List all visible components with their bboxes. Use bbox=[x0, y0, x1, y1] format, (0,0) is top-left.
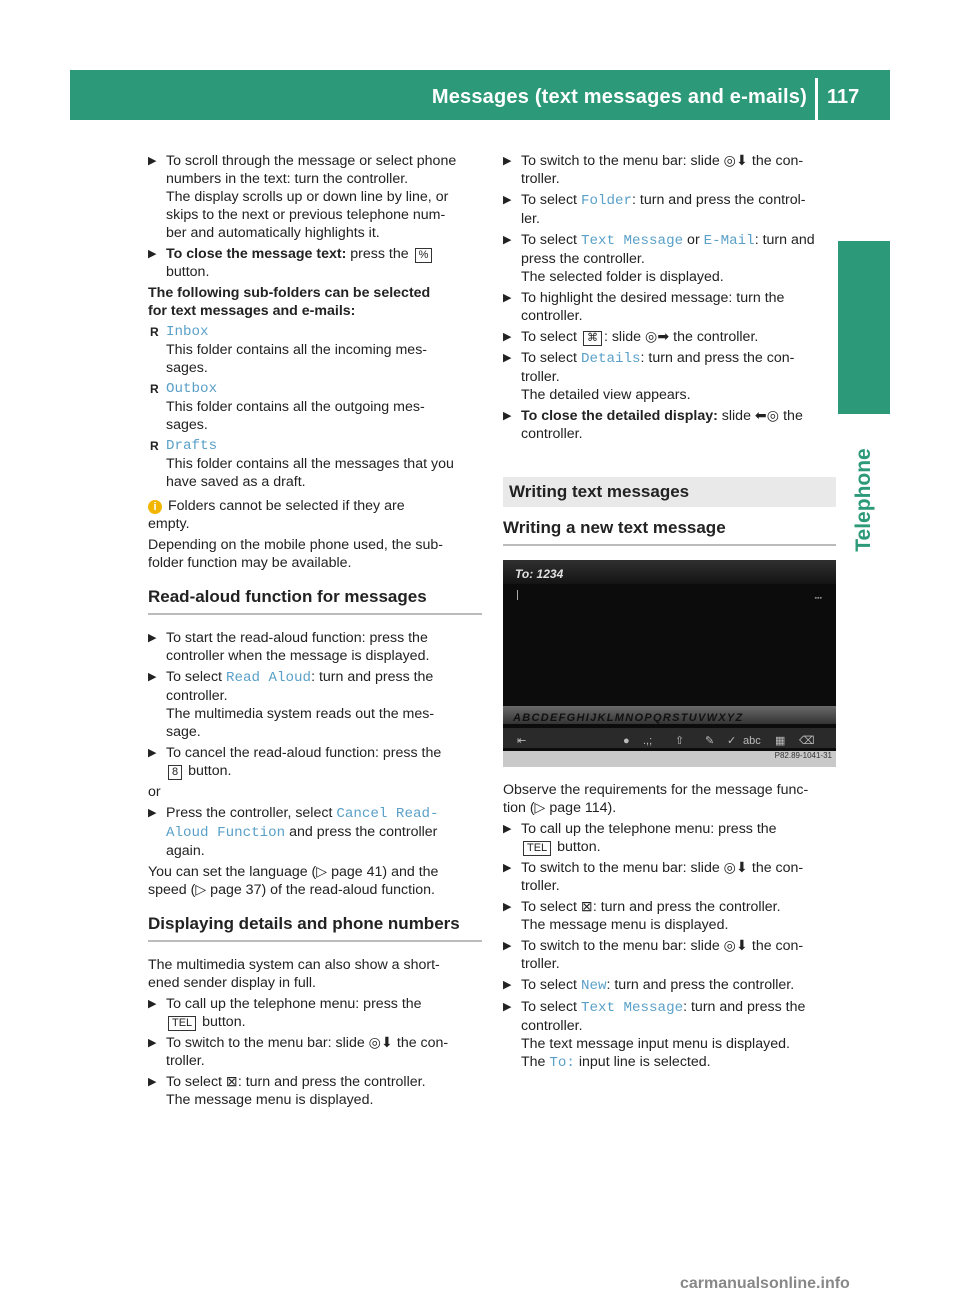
text-line: The message menu is displayed. bbox=[521, 917, 729, 933]
r-bullet-icon: R bbox=[150, 382, 159, 396]
text: To select bbox=[521, 232, 581, 248]
arrow-bullet-icon: ▶ bbox=[148, 747, 157, 759]
list-item bbox=[148, 629, 482, 665]
text: : turn and press the bbox=[683, 999, 806, 1015]
text-line: To select ⊠: turn and press the controller. bbox=[521, 899, 781, 915]
text-line: ler. bbox=[521, 211, 540, 227]
side-label-text: Telephone bbox=[852, 448, 875, 552]
text-line: The display scrolls up or down line by line, or bbox=[166, 189, 449, 205]
text-line: ened sender display in full. bbox=[148, 975, 316, 991]
arrow-bullet-icon: ▶ bbox=[148, 671, 157, 683]
arrow-bullet-icon: ▶ bbox=[148, 632, 157, 644]
info-icon: i bbox=[148, 500, 162, 514]
text-line: sage. bbox=[166, 724, 201, 740]
text-line: numbers in the text: turn the controller. bbox=[166, 171, 409, 187]
arrow-bullet-icon: ▶ bbox=[148, 248, 157, 260]
section-heading-writing: Writing text messages bbox=[503, 477, 836, 507]
text: To select bbox=[521, 350, 581, 366]
text-line: sages. bbox=[166, 417, 208, 433]
list-item bbox=[148, 1034, 482, 1070]
tel-button-icon: TEL bbox=[168, 1016, 196, 1031]
text-line: To scroll through the message or select phone bbox=[166, 153, 457, 169]
back-icon: ⇤ bbox=[517, 735, 527, 747]
heading-details: Displaying details and phone numbers bbox=[148, 915, 482, 942]
drafts-label: Drafts bbox=[166, 438, 218, 454]
text: button. bbox=[557, 839, 601, 855]
text: press the bbox=[346, 246, 409, 262]
text-line: controller. bbox=[166, 688, 228, 704]
text-line: To switch to the menu bar: slide ◎⬇ the con- bbox=[166, 1035, 449, 1051]
list-item bbox=[503, 859, 836, 895]
text-line: To highlight the desired message: turn the bbox=[521, 290, 785, 306]
text-line: Depending on the mobile phone used, the sub- bbox=[148, 537, 444, 553]
text-line: empty. bbox=[148, 516, 190, 532]
paragraph bbox=[503, 781, 836, 817]
text-line: controller. bbox=[521, 308, 583, 324]
list-item bbox=[503, 407, 836, 443]
info-note bbox=[148, 497, 482, 533]
menu-item-text-message: Text Message bbox=[580, 233, 684, 249]
paragraph bbox=[148, 956, 482, 992]
grid-icon: ▦ bbox=[775, 735, 786, 747]
heading-read-aloud: Read-aloud function for messages bbox=[148, 588, 482, 615]
tel-button-icon: TEL bbox=[523, 841, 551, 856]
arrow-bullet-icon: ▶ bbox=[503, 862, 512, 874]
bold-text: To close the detailed display: bbox=[521, 408, 718, 424]
list-item bbox=[503, 976, 836, 995]
text: : turn and press the bbox=[311, 669, 434, 685]
text-line: This folder contains all the outgoing mes- bbox=[166, 399, 425, 415]
r-bullet-icon: R bbox=[150, 325, 159, 339]
contact-detail-icon: ⌘ bbox=[583, 331, 602, 346]
text: : turn and press the con- bbox=[640, 350, 795, 366]
text-line: The multimedia system reads out the mes- bbox=[166, 706, 435, 722]
text-line: The detailed view appears. bbox=[521, 387, 691, 403]
list-item bbox=[503, 328, 836, 346]
text-line: The multimedia system can also show a short- bbox=[148, 957, 440, 973]
arrow-bullet-icon: ▶ bbox=[503, 292, 512, 304]
arrow-bullet-icon: ▶ bbox=[503, 194, 512, 206]
text-line: tion (▷ page 114). bbox=[503, 800, 617, 816]
text-line: ber and automatically highlights it. bbox=[166, 225, 380, 241]
list-item bbox=[148, 152, 482, 242]
text: To select bbox=[521, 999, 581, 1015]
abc-icon: abc bbox=[743, 735, 761, 747]
char-counter-indicator: ▪▪▪ bbox=[814, 595, 822, 602]
page-number: 117 bbox=[827, 86, 860, 108]
list-item bbox=[503, 152, 836, 188]
arrow-bullet-icon: ▶ bbox=[148, 1037, 157, 1049]
text-line: folder function may be available. bbox=[148, 555, 352, 571]
text-line: Observe the requirements for the message func- bbox=[503, 782, 809, 798]
folder-item-outbox bbox=[148, 380, 482, 434]
text-line: for text messages and e-mails: bbox=[148, 303, 356, 319]
menu-item-cancel: Cancel Read- bbox=[336, 806, 439, 822]
list-item bbox=[148, 668, 482, 741]
menu-item-folder: Folder bbox=[580, 193, 633, 209]
arrow-bullet-icon: ▶ bbox=[503, 823, 512, 835]
text: To select bbox=[521, 329, 581, 345]
back-button-icon: % bbox=[415, 248, 433, 263]
text-line: controller when the message is displayed. bbox=[166, 648, 430, 664]
arrow-bullet-icon: ▶ bbox=[503, 234, 512, 246]
folder-item-drafts bbox=[148, 437, 482, 491]
text: To select bbox=[521, 977, 581, 993]
heading-new-text-message: Writing a new text message bbox=[503, 519, 836, 546]
list-item bbox=[503, 349, 836, 404]
text: : turn and press the control- bbox=[632, 192, 806, 208]
text: To select bbox=[166, 669, 226, 685]
text: slide ⬅◎ the bbox=[717, 408, 803, 424]
list-item bbox=[148, 1073, 482, 1109]
list-item bbox=[503, 937, 836, 973]
check-icon: ✓ bbox=[727, 735, 737, 747]
pen-icon: ✎ bbox=[705, 735, 715, 747]
text-line: press the controller. bbox=[521, 251, 645, 267]
to-field-label: To: bbox=[549, 1055, 575, 1071]
arrow-bullet-icon: ▶ bbox=[503, 940, 512, 952]
list-item bbox=[503, 998, 836, 1072]
toolbar bbox=[503, 728, 836, 748]
menu-item-details: Details bbox=[580, 351, 641, 367]
arrow-bullet-icon: ▶ bbox=[148, 807, 157, 819]
text-line: To cancel the read-aloud function: press the bbox=[166, 745, 442, 761]
text: and press the controller bbox=[285, 824, 438, 840]
keyboard-letters: ABCDEFGHIJKLMNOPQRSTUVWXYZ bbox=[513, 712, 744, 724]
arrow-bullet-icon: ▶ bbox=[503, 901, 512, 913]
arrow-bullet-icon: ▶ bbox=[503, 410, 512, 422]
right-column bbox=[503, 152, 836, 1075]
text-line: The selected folder is displayed. bbox=[521, 269, 724, 285]
outbox-label: Outbox bbox=[166, 381, 218, 397]
punctuation-icon: .,; bbox=[643, 735, 653, 747]
folder-item-inbox bbox=[148, 323, 482, 377]
text: Folders cannot be selected if they are bbox=[168, 498, 405, 514]
arrow-bullet-icon: ▶ bbox=[148, 1076, 157, 1088]
text-line: troller. bbox=[521, 878, 560, 894]
menu-item-text-message: Text Message bbox=[580, 1000, 684, 1016]
arrow-bullet-icon: ▶ bbox=[503, 331, 512, 343]
text-line: To call up the telephone menu: press the bbox=[521, 821, 777, 837]
text-line: To switch to the menu bar: slide ◎⬇ the con- bbox=[521, 860, 804, 876]
header-title: Messages (text messages and e-mails) bbox=[431, 86, 807, 108]
left-column bbox=[148, 152, 482, 1112]
text-line: sages. bbox=[166, 360, 208, 376]
arrow-bullet-icon: ▶ bbox=[503, 1001, 512, 1013]
list-item bbox=[503, 289, 836, 325]
shift-icon: ⇧ bbox=[675, 735, 685, 747]
arrow-bullet-icon: ▶ bbox=[503, 979, 512, 991]
text-line: again. bbox=[166, 843, 205, 859]
text-line: You can set the language (▷ page 41) and the bbox=[148, 864, 439, 880]
text-line: The message menu is displayed. bbox=[166, 1092, 374, 1108]
list-item bbox=[148, 744, 482, 780]
text-line: This folder contains all the incoming mes- bbox=[166, 342, 428, 358]
list-item bbox=[503, 820, 836, 856]
text: The bbox=[521, 1054, 550, 1070]
text-line: To start the read-aloud function: press the bbox=[166, 630, 428, 646]
menu-item-cancel-cont: Aloud Function bbox=[166, 825, 286, 841]
image-code: P82.89-1041-31 bbox=[774, 751, 832, 760]
text-line: To switch to the menu bar: slide ◎⬇ the con- bbox=[521, 153, 804, 169]
paragraph bbox=[148, 863, 482, 899]
menu-item-new: New bbox=[580, 978, 607, 994]
text: To select bbox=[521, 192, 581, 208]
text-line: To switch to the menu bar: slide ◎⬇ the con- bbox=[521, 938, 804, 954]
text-line: troller. bbox=[521, 369, 560, 385]
side-tab bbox=[838, 241, 890, 414]
text-line: troller. bbox=[521, 171, 560, 187]
text: button. bbox=[202, 1014, 246, 1030]
arrow-bullet-icon: ▶ bbox=[148, 998, 157, 1010]
or-text: or bbox=[148, 784, 161, 800]
text-line: button. bbox=[166, 264, 210, 280]
arrow-bullet-icon: ▶ bbox=[503, 352, 512, 364]
delete-icon: ⌫ bbox=[799, 735, 815, 747]
text-line: speed (▷ page 37) of the read-aloud function. bbox=[148, 882, 435, 898]
text-line: The following sub-folders can be selected bbox=[148, 285, 431, 301]
page-header bbox=[70, 70, 890, 120]
text-line: troller. bbox=[166, 1053, 205, 1069]
list-item bbox=[148, 245, 482, 281]
dot-icon: ● bbox=[623, 735, 630, 747]
watermark: carmanualsonline.info bbox=[680, 1275, 850, 1292]
device-screenshot bbox=[503, 560, 836, 767]
text: button. bbox=[188, 763, 232, 779]
text-line: skips to the next or previous telephone num- bbox=[166, 207, 446, 223]
text: : slide ◎➡ the controller. bbox=[603, 329, 759, 345]
text: input line is selected. bbox=[574, 1054, 711, 1070]
text: : turn and bbox=[754, 232, 815, 248]
text-line: controller. bbox=[521, 426, 583, 442]
text-line: To call up the telephone menu: press the bbox=[166, 996, 422, 1012]
inbox-label: Inbox bbox=[166, 324, 209, 340]
list-item bbox=[148, 995, 482, 1031]
arrow-bullet-icon: ▶ bbox=[148, 155, 157, 167]
list-item bbox=[148, 804, 482, 860]
menu-item-email: E-Mail bbox=[703, 233, 755, 249]
text-line: have saved as a draft. bbox=[166, 474, 306, 490]
side-label bbox=[840, 420, 888, 600]
menu-item-read-aloud: Read Aloud bbox=[225, 670, 312, 686]
arrow-bullet-icon: ▶ bbox=[503, 155, 512, 167]
text-line: This folder contains all the messages that you bbox=[166, 456, 454, 472]
subfolders-heading bbox=[148, 284, 482, 320]
text-cursor bbox=[517, 590, 518, 600]
list-item bbox=[503, 191, 836, 228]
to-line: To: 1234 bbox=[515, 567, 564, 581]
text: : turn and press the controller. bbox=[606, 977, 795, 993]
text-line: The text message input menu is displayed. bbox=[521, 1036, 790, 1052]
bold-text: To close the message text: bbox=[166, 246, 347, 262]
header-divider bbox=[815, 78, 818, 120]
mute-button-icon: 8 bbox=[168, 765, 182, 780]
text-line: controller. bbox=[521, 1018, 583, 1034]
text: Press the controller, select bbox=[166, 805, 337, 821]
text-line: troller. bbox=[521, 956, 560, 972]
r-bullet-icon: R bbox=[150, 439, 159, 453]
list-item bbox=[503, 231, 836, 286]
text-line: To select ⊠: turn and press the controller. bbox=[166, 1074, 426, 1090]
text: or bbox=[683, 232, 704, 248]
paragraph bbox=[148, 536, 482, 572]
list-item bbox=[503, 898, 836, 934]
